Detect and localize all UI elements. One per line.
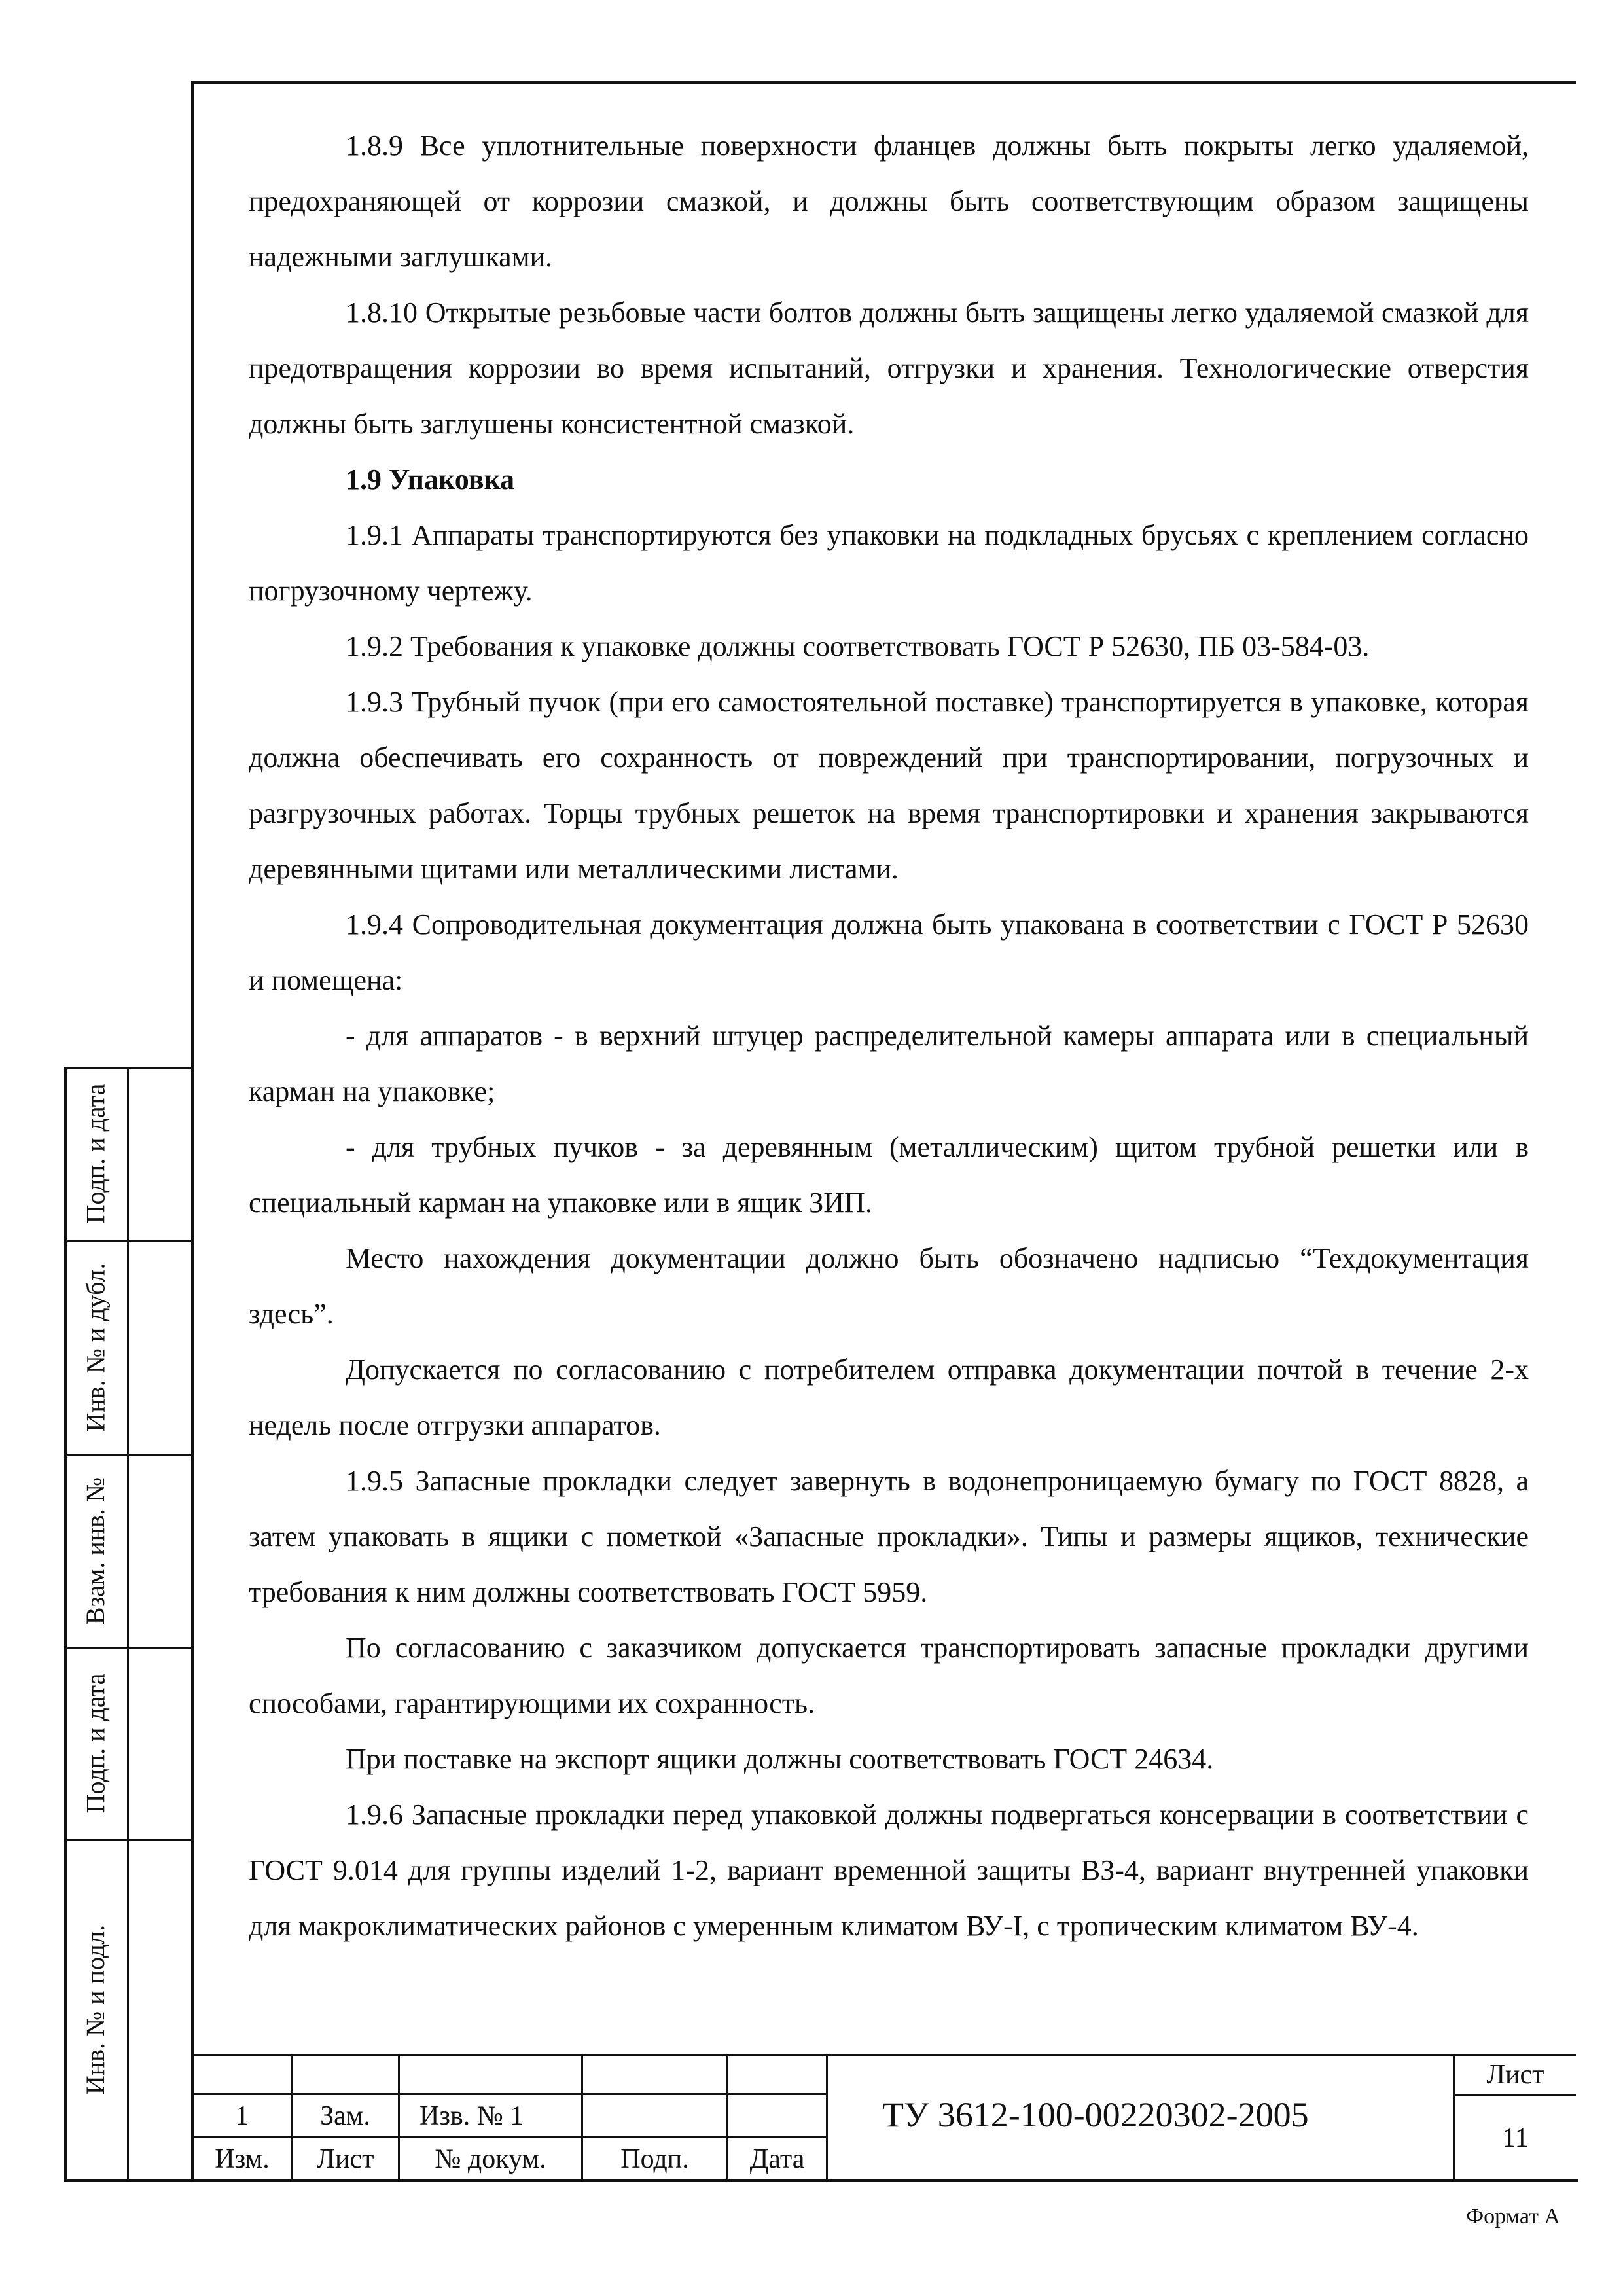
side-label-sign-date xyxy=(64,1067,127,1240)
side-label-text: Подп. и дата xyxy=(80,1673,111,1813)
header-doc-number: № докум. xyxy=(435,2144,546,2174)
title-block-col-line xyxy=(826,2054,828,2181)
document-body xyxy=(249,118,1529,1954)
side-label-inv-dubl xyxy=(64,1240,127,1454)
paragraph-1-8-10: 1.8.10 Открытые резьбовые части болтов должны быть защищены легко удаляемой смазкой для предотвращения коррозии во время испытаний, отгрузки и хранения. Технологические отверстия должны быть заглушены консистентной смазкой. xyxy=(249,296,1529,440)
paragraph-1-9-1: 1.9.1 Аппараты транспортируются без упаковки на подкладных брусьях с креплением согласно погрузочному чертежу. xyxy=(249,519,1529,607)
side-label-text: Инв. № и дубл. xyxy=(80,1263,111,1431)
paragraph-1-9-5: 1.9.5 Запасные прокладки следует завернуть в водонепроницаемую бумагу по ГОСТ 8828, а затем упаковать в ящики с пометкой «Запасные прокладки». Типы и размеры ящиков, технические требования к ним должны соответствовать ГОСТ 5959. xyxy=(249,1465,1529,1608)
paragraph-doc-mail: Допускается по согласованию с потребителем отправка документации почтой в течение 2-х недель после отгрузки аппаратов. xyxy=(249,1354,1529,1441)
header-date: Дата xyxy=(749,2144,805,2174)
side-label-text: Взам. инв. № xyxy=(80,1477,111,1624)
side-label-inv-podl xyxy=(64,1839,127,2179)
paragraph-1-9-2: 1.9.2 Требования к упаковке должны соответствовать ГОСТ Р 52630, ПБ 03-584-03. xyxy=(346,630,1370,662)
paragraph-doc-location: Место нахождения документации должно быть обозначено надписью “Техдокументация здесь”. xyxy=(249,1242,1529,1330)
cell-doc-value: Изв. № 1 xyxy=(419,2100,524,2131)
cell-izm-value: 1 xyxy=(235,2100,249,2131)
frame-top-border xyxy=(191,81,1576,84)
header-list: Лист xyxy=(316,2144,374,2174)
paragraph-export: При поставке на экспорт ящики должны соответствовать ГОСТ 24634. xyxy=(346,1743,1214,1775)
side-label-sign-date-2 xyxy=(64,1647,127,1839)
format-label: Формат А xyxy=(1466,2204,1560,2229)
side-inner-line xyxy=(127,1067,129,2181)
paragraph-1-9-4: 1.9.4 Сопроводительная документация должна быть упакована в соответствии с ГОСТ Р 52630 и помещена: xyxy=(249,908,1529,996)
paragraph-1-9-6: 1.9.6 Запасные прокладки перед упаковкой должны подвергаться консервации в соответствии с ГОСТ 9.014 для группы изделий 1-2, вариант временной защиты ВЗ-4, вариант внутренней упаковки для макроклиматических районов с умеренным климатом ВУ-I, с тропическим климатом ВУ-4. xyxy=(249,1799,1529,1942)
list-item-tube-bundles: - для трубных пучков - за деревянным (металлическим) щитом трубной решетки или в специальный карман на упаковке или в ящик ЗИП. xyxy=(249,1131,1529,1219)
paragraph-1-8-9: 1.8.9 Все уплотнительные поверхности фланцев должны быть покрыты легко удаляемой, предохраняющей от коррозии смазкой, и должны быть соответствующим образом защищены надежными заглушками. xyxy=(249,130,1529,273)
header-izm: Изм. xyxy=(215,2144,270,2174)
document-designation: ТУ 3612-100-00220302-2005 xyxy=(882,2095,1309,2134)
sheet-number: 11 xyxy=(1502,2123,1529,2153)
paragraph-1-9-3: 1.9.3 Трубный пучок (при его самостоятельной поставке) транспортируется в упаковке, которая должна обеспечивать его сохранность от повреждений при транспортировании, погрузочных и разгрузочных работах. Торцы трубных решеток на время транспортировки и хранения закрываются деревянными щитами или металлическими листами. xyxy=(249,686,1529,885)
section-heading-1-9: 1.9 Упаковка xyxy=(346,463,515,495)
paragraph-agreement: По согласованию с заказчиком допускается транспортировать запасные прокладки другими способами, гарантирующими их сохранность. xyxy=(249,1632,1529,1719)
side-label-text: Инв. № и подл. xyxy=(80,1924,111,2094)
header-sign: Подп. xyxy=(620,2144,689,2174)
list-item-apparatus: - для аппаратов - в верхний штуцер распределительной камеры аппарата или в специальный карман на упаковке; xyxy=(249,1020,1529,1107)
cell-list-value: Зам. xyxy=(320,2100,370,2131)
side-label-text: Подп. и дата xyxy=(80,1083,111,1223)
sheet-label: Лист xyxy=(1486,2060,1544,2090)
side-label-vzam-inv xyxy=(64,1454,127,1647)
